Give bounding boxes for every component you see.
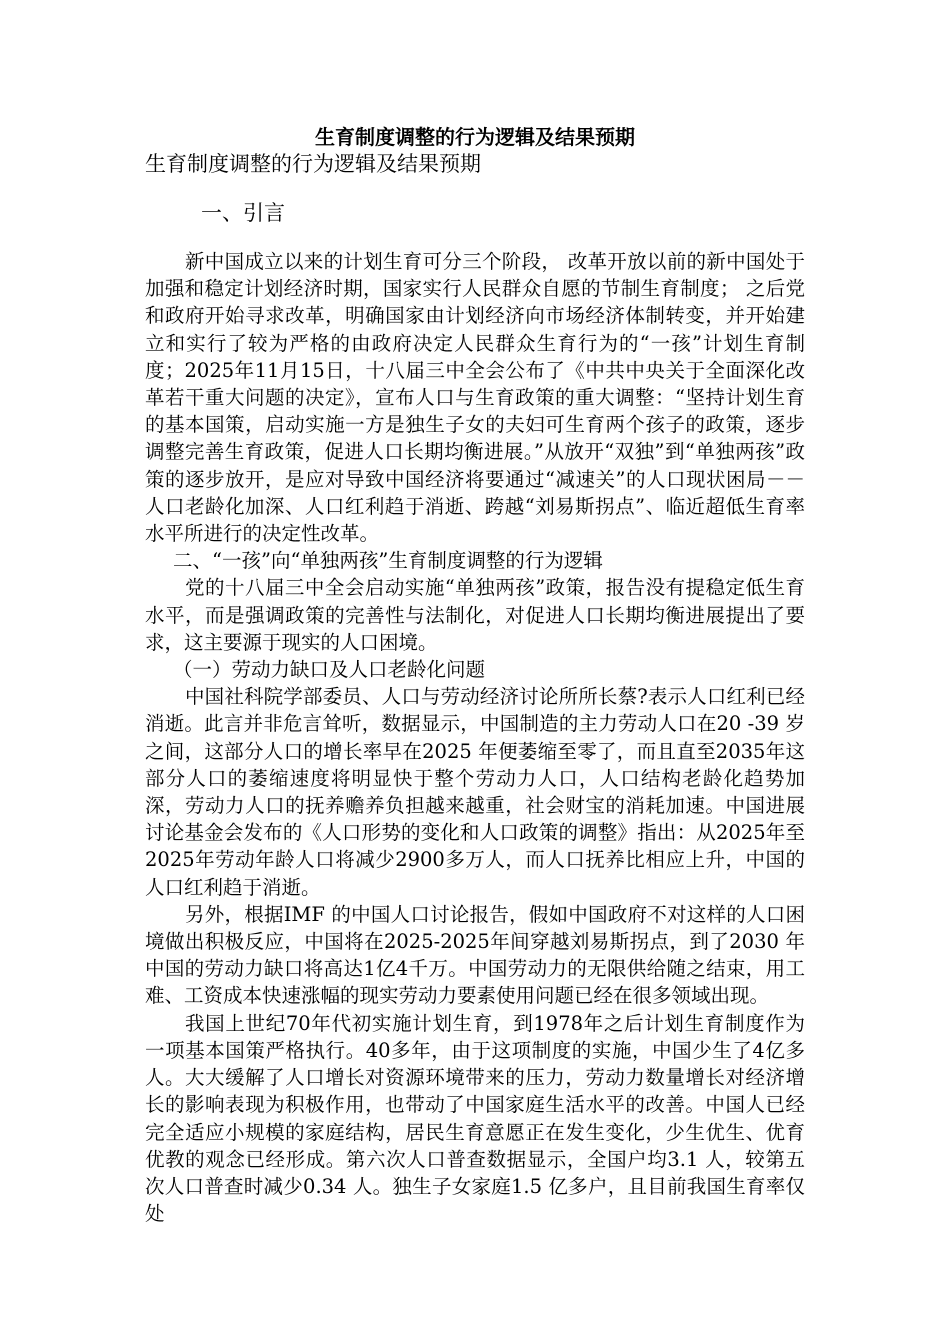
paragraph-family-planning: 我国上世纪70年代初实施计划生育，到1978年之后计划生育制度作为一项基本国策严格执行。40多年，由于这项制度的实施，中国少生了4亿多人。大大缓解了人口增长对资源环境带来的压力，劳动力数量增长对经济增长的影响表现为积极作用，也带动了中国家庭生活水平的改善。中国人已经完全适应小规模的家庭结构，居民生育意愿正在发生变化，少生优生、优育优教的观念已经形成。第六次人口普查数据显示，全国户均3.1 人，较第五次人口普查时减少0.34 人。独生子女家庭1.5 亿多户，且目前我国生育率仅处	[145, 1011, 805, 1226]
document-body	[145, 248, 805, 1227]
paragraph-policy: 党的十八届三中全会启动实施“单独两孩”政策，报告没有提稳定低生育水平，而是强调政策的完善性与法制化，对促进人口长期均衡进展提出了要求，这主要源于现实的人口困境。	[145, 576, 805, 654]
subsection-heading-labor: （一）劳动力缺口及人口老龄化问题	[173, 658, 486, 682]
paragraph-history: 新中国成立以来的计划生育可分三个阶段， 改革开放以前的新中国处于加强和稳定计划经济时期，国家实行人民群众自愿的节制生育制度； 之后党和政府开始寻求改革，明确国家由计划经济向市场经济体制转变，并开始建立和实行了较为严格的由政府决定人民群众生育行为的“一孩”计划生育制度；2025年11月15日，十八届三中全会公布了《中共中央关于全面深化改革若干重大问题的决定》，宣布人口与生育政策的重大调整：“坚持计划生育的基本国策，启动实施一方是独生子女的夫妇可生育两个孩子的政策，逐步调整完善生育政策，促进人口长期均衡进展。”从放开“双独”到“单独两孩”政策的逐步放开，是应对导致中国经济将要通过“减速关”的人口现状困局－－人口老龄化加深、人口红利趋于消逝、跨越“刘易斯拐点”、临近超低生育率水平所进行的决定性改革。	[145, 250, 805, 546]
section-heading-introduction: 一、引言	[201, 201, 285, 225]
document-subtitle: 生育制度调整的行为逻辑及结果预期	[145, 152, 481, 176]
section-heading-logic: 二、“一孩”向“单独两孩”生育制度调整的行为逻辑	[173, 549, 603, 573]
document-title: 生育制度调整的行为逻辑及结果预期	[315, 125, 635, 149]
paragraph-labor-dividend: 中国社科院学部委员、人口与劳动经济讨论所所长蔡?表示人口红利已经消逝。此言并非危言耸听，数据显示，中国制造的主力劳动人口在20 -39 岁之间，这部分人口的增长率早在2025 年便萎缩至零了，而且直至2035年这部分人口的萎缩速度将明显快于整个劳动力人口，人口结构老龄化趋势加深，劳动力人口的抚养赡养负担越来越重，社会财宝的消耗加速。中国进展讨论基金会发布的《人口形势的变化和人口政策的调整》指出：从2025年至2025年劳动年龄人口将减少2900多万人，而人口抚养比相应上升，中国的人口红利趋于消逝。	[145, 685, 805, 899]
paragraph-imf-report: 另外，根据IMF 的中国人口讨论报告，假如中国政府不对这样的人口困境做出积极反应，中国将在2025-2025年间穿越刘易斯拐点，到了2030 年中国的劳动力缺口将高达1亿4千万。中国劳动力的无限供给随之结束，用工难、工资成本快速涨幅的现实劳动力要素使用问题已经在很多领域出现。	[145, 902, 805, 1008]
